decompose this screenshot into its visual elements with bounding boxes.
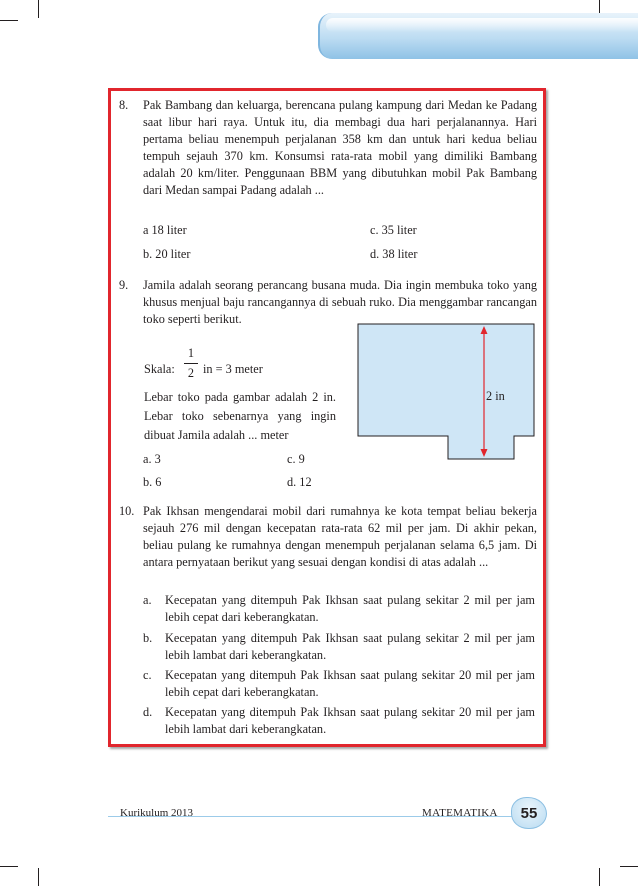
scale-description: Lebar toko pada gambar adalah 2 in. Lebar toko sebenarnya yang ingin dibuat Jamila adalah ... meter — [144, 390, 336, 442]
option-b: b. 20 liter — [143, 247, 191, 261]
option-letter: c. — [143, 668, 152, 682]
scale-fraction — [184, 345, 198, 382]
option-d — [143, 704, 537, 740]
option-a — [143, 592, 537, 628]
scale-label: Skala: — [144, 362, 175, 376]
dimension-label: 2 in — [486, 389, 505, 403]
crop-mark — [38, 0, 39, 18]
fraction-bar — [184, 363, 198, 364]
option-text: Kecepatan yang ditempuh Pak Ikhsan saat pulang sekitar 2 mil per jam lebih cepat dari keberangkatan. — [165, 593, 535, 624]
fraction-numerator: 1 — [187, 346, 195, 360]
crop-mark — [599, 868, 600, 886]
option-b: b. 6 — [143, 475, 162, 489]
option-a: a. 3 — [143, 452, 161, 466]
floor-plan-outline — [358, 324, 534, 459]
footer-subject: MATEMATIKA — [422, 807, 498, 819]
crop-mark — [0, 866, 18, 867]
footer-curriculum: Kurikulum 2013 — [120, 807, 194, 819]
option-c — [143, 667, 537, 703]
header-tab — [318, 13, 638, 59]
option-letter: d. — [143, 705, 153, 719]
question-text: Pak Bambang dan keluarga, berencana pulang kampung dari Medan ke Padang saat libur hari raya. Untuk itu, dia membagi dua hari perjalanannya. Hari pertama beliau menempuh perjalanan 358 km dan untuk hari kedua beliau tempuh sejauh 370 km. Konsumsi rata-rata mobil yang dimiliki Bambang adalah 20 km/liter. Penggunaan BBM yang dibutuhkan mobil Pak Bambang dari Medan sampai Padang adalah ... — [143, 98, 537, 197]
option-letter: a. — [143, 593, 152, 607]
option-d: d. 12 — [287, 475, 312, 489]
question-text: Pak Ikhsan mengendarai mobil dari rumahnya ke kota tempat beliau bekerja sejauh 276 mil dengan kecepatan rata-rata 62 mil per jam. Di akhir pekan, beliau pulang ke rumahnya dengan menempuh perjalanan selama 6,5 jam. Di antara pernyataan berikut yang sesuai dengan kondisi di atas adalah ... — [143, 504, 537, 569]
option-text: Kecepatan yang ditempuh Pak Ikhsan saat pulang sekitar 2 mil per jam lebih lambat dari keberangkatan. — [165, 631, 535, 662]
option-b — [143, 630, 537, 666]
option-text: Kecepatan yang ditempuh Pak Ikhsan saat pulang sekitar 20 mil per jam lebih lambat dari keberangkatan. — [165, 705, 535, 736]
page-number: 55 — [511, 797, 547, 829]
fraction-denominator: 2 — [187, 366, 195, 380]
option-c: c. 35 liter — [370, 223, 417, 237]
store-floor-plan — [356, 322, 536, 464]
question-8 — [119, 97, 539, 217]
question-number: 10. — [119, 504, 135, 518]
crop-mark — [620, 866, 638, 867]
option-d: d. 38 liter — [370, 247, 418, 261]
question-text: Jamila adalah seorang perancang busana muda. Dia ingin membuka toko yang khusus menjual baju rancangannya di sebuah ruko. Dia menggambar rancangan toko seperti berikut. — [143, 278, 537, 326]
crop-mark — [0, 20, 18, 21]
option-letter: b. — [143, 631, 153, 645]
option-a: a 18 liter — [143, 223, 187, 237]
scale-value: in = 3 meter — [203, 362, 263, 376]
question-10 — [119, 503, 539, 591]
question-number: 8. — [119, 98, 129, 112]
option-text: Kecepatan yang ditempuh Pak Ikhsan saat pulang sekitar 20 mil per jam lebih cepat dari keberangkatan. — [165, 668, 535, 699]
question-number: 9. — [119, 278, 129, 292]
crop-mark — [38, 868, 39, 886]
option-c: c. 9 — [287, 452, 305, 466]
